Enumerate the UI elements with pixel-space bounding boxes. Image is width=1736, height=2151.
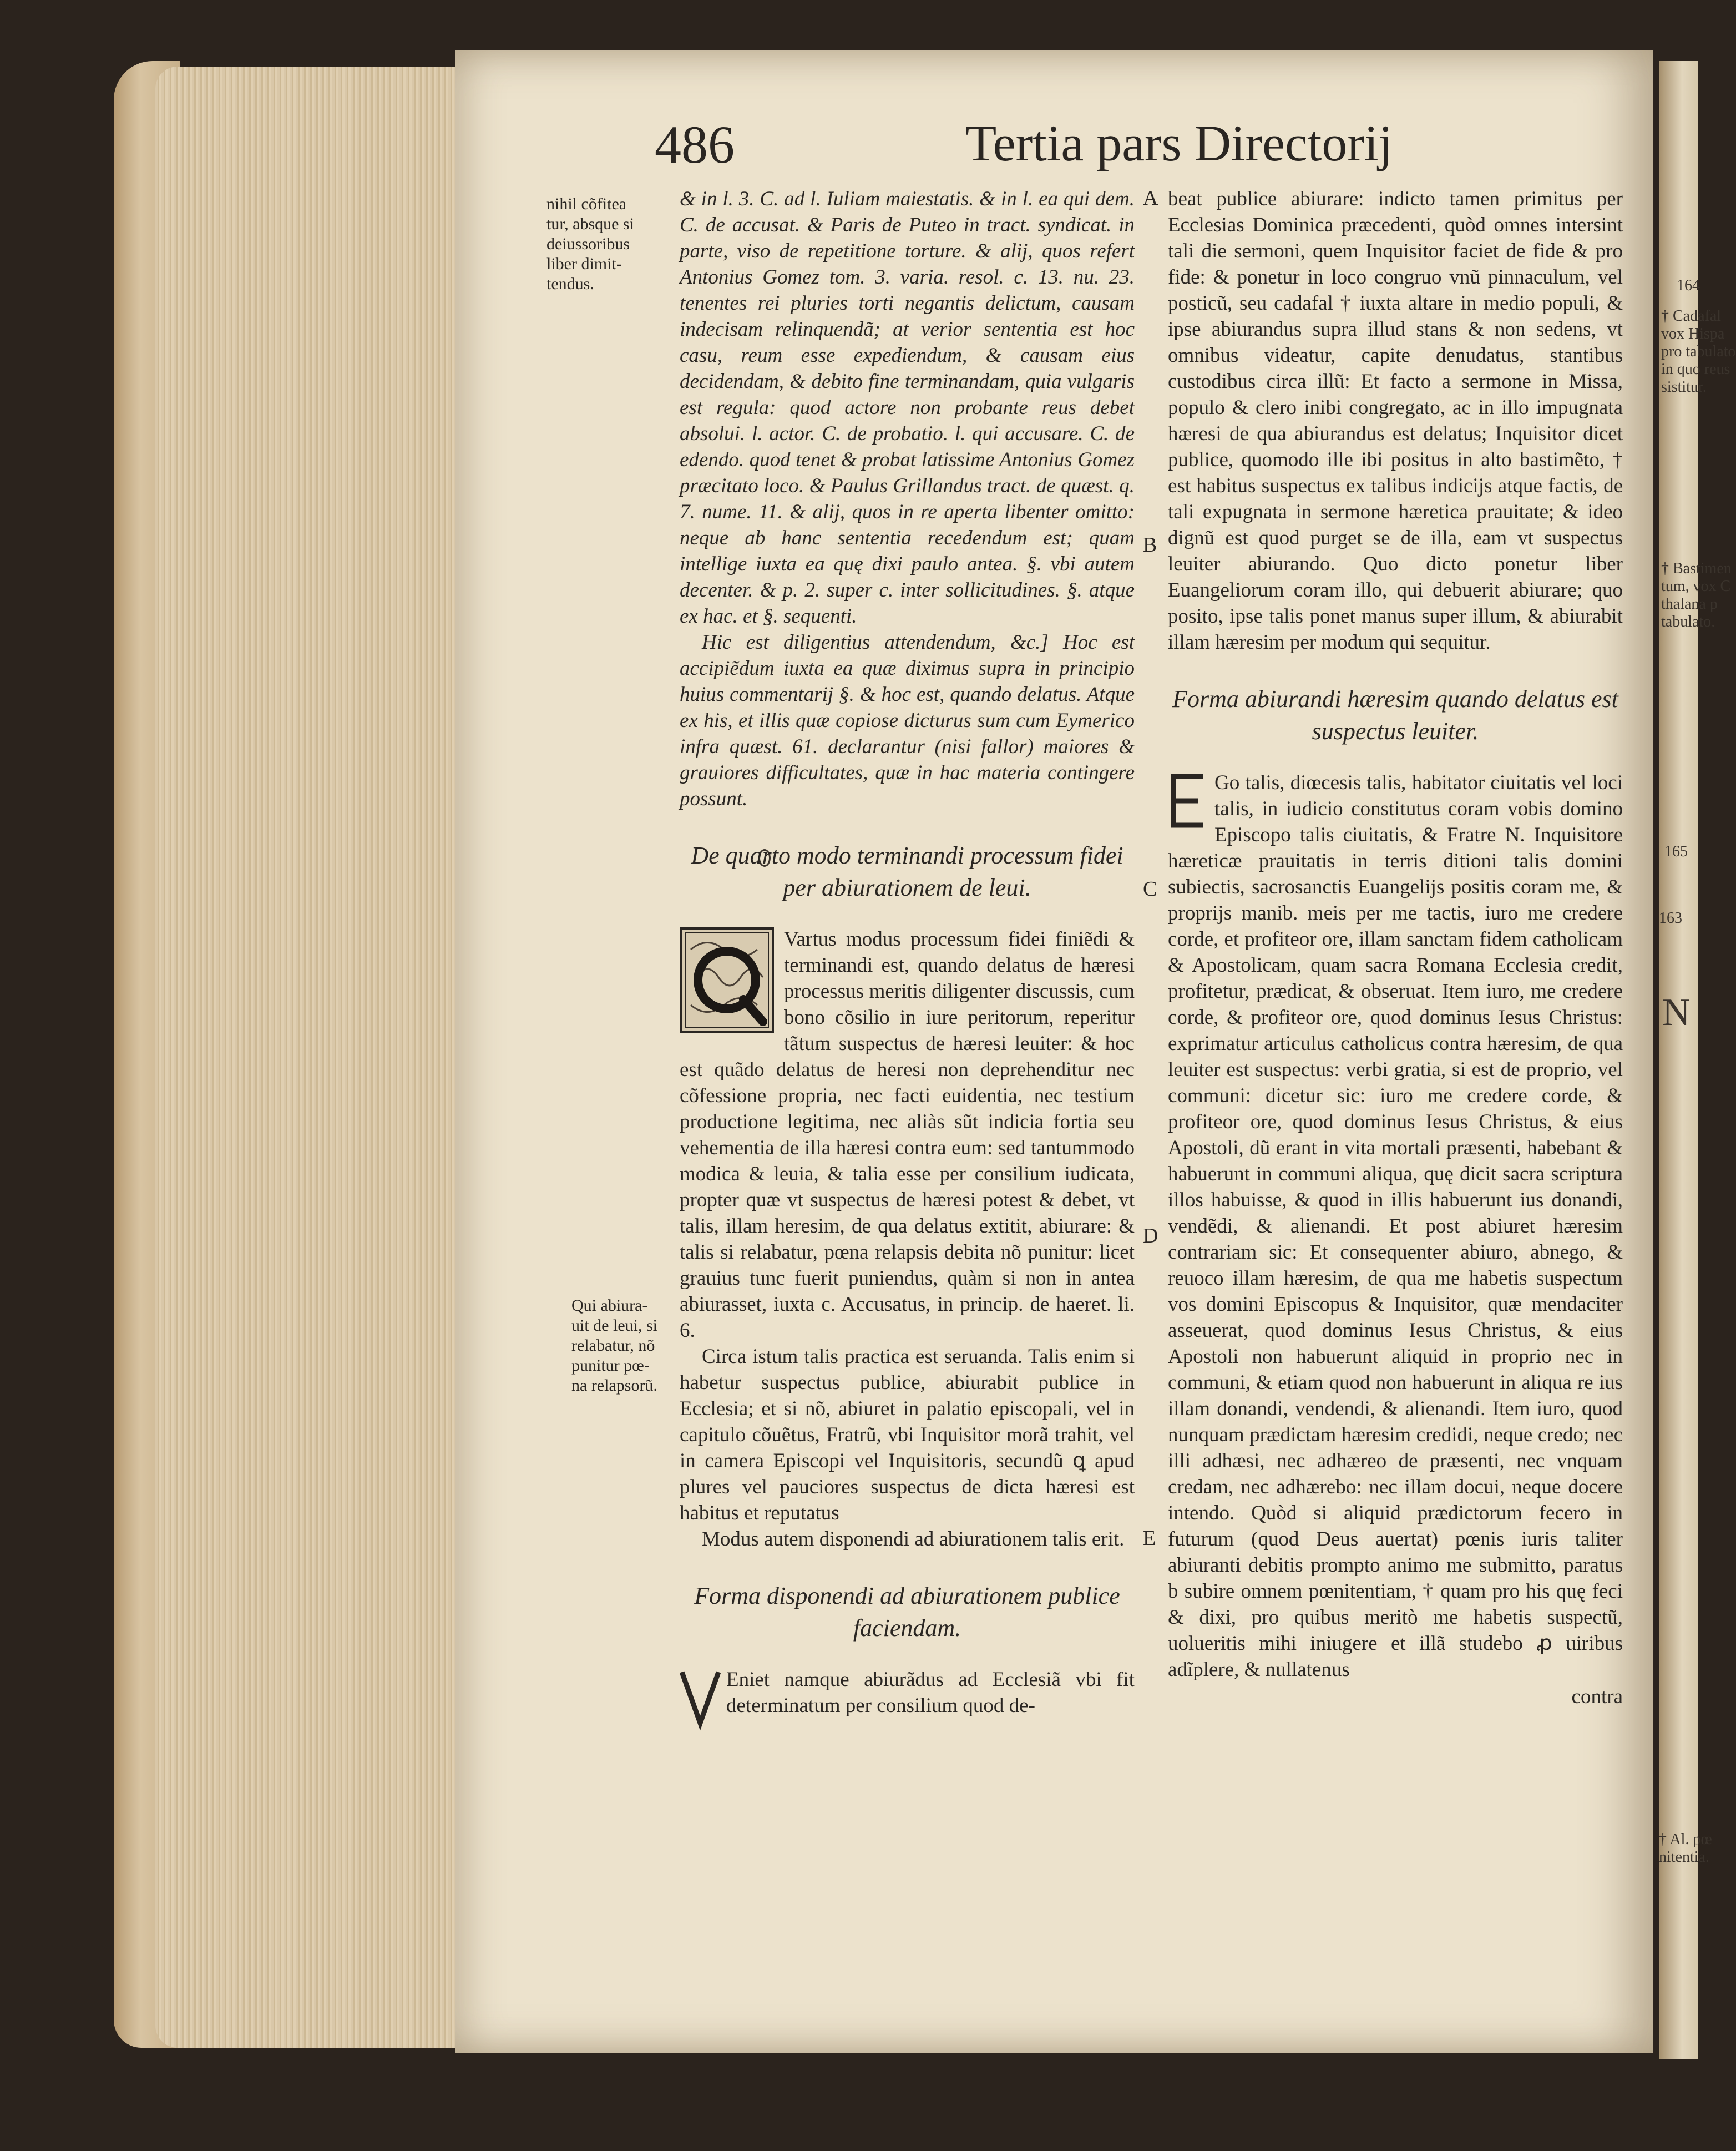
page-edges-block [155,67,466,2048]
margin-note-bottom: Qui abiura- uit de leui, si relabatur, nõ punitur pœ- na relapsorũ. [571,1296,657,1395]
next-page-fragment: sistitur. [1661,378,1707,396]
body-paragraph: beat publice abiurare: indicto tamen primitus per Ecclesias Dominica præcedenti, quòd omnes intersint tali die sermoni, quem Inquisitor faciet de fide & pro fide: & ponetur in loco congruo vnũ pinnaculum, vel posticũ, seu cadafal † iuxta altare in medio populi, & ipse abiurandus supra illud stans & non sedens, vt omnibus videatur, capite denudatus, stantibus custodibus circa illũ: Et facto a sermone in Missa, populo & clero inibi congregato, ac in illo impugnata hæresi de qua abiurandus est delatus; Inquisitor dicet publice, quomodo ille ibi positus in alto bastimẽto, † est habitus suspectus ex talibus indicijs atque factis, de tali expugnata in sermone hæretica prauitate; & ideo dignũ est quod purget se de illa, eam vt suspectus leuiter abiurando. Quo dicto ponetur liber Euangeliorum coram illo, qui debuerit abiurare; quo posito, ipse talis ponet manus super illum, & abiurabit illam hæresim per modum qui sequitur. [1168,188,1623,654]
section-heading: Forma disponendi ad abiurationem publice faciendam. [694,1582,1120,1642]
section-body [680,1667,1135,1719]
section-body [680,926,1135,1344]
next-page-fragment: tum, vox C [1661,578,1731,595]
next-page-fragment: N [1662,991,1691,1034]
initial-letter-e-icon [1168,772,1209,830]
section-letter: C [1143,877,1157,901]
margin-note-top: nihil cõfitea tur, absque si deiussoribus liber dimit- tendus. [546,195,634,293]
section-letter: E [1143,1527,1156,1550]
section-body [1168,770,1623,1683]
next-page-fragment: † Al. pœ [1659,1831,1712,1848]
next-page-fragment: in quo reus [1661,361,1730,378]
next-page-fragment: 163 [1659,910,1682,927]
section-letter: A [1143,186,1158,210]
next-page-fragment: † Bastimen [1661,560,1732,577]
initial-letter-v-icon [680,1669,721,1726]
page-header [655,114,1431,180]
commentary-paragraph: Hic est diligentius attendendum, &c.] Hoc est accipiẽdum iuxta ea quæ diximus supra in principio huius commentarij §. & hoc est, quando delatus. Atque ex his, et illis quæ copiose dicturus sum cum Eymerico infra quæst. 61. declarantur (nisi fallor) maiores & grauiores difficultates, quæ in hac materia contingere possunt. [680,631,1135,810]
section-heading: De quarto modo terminandi processum fidei per abiurationem de leui. [691,842,1123,901]
catchword: contra [1571,1685,1623,1708]
body-paragraph: Circa istum talis practica est seruanda. Talis enim si habetur suspectus publice, abiurabit publice in Ecclesia; et si nõ, abiuret in palatio episcopali, vel in capitulo cõuẽtus, Fratrũ, vbi Inquisitor morã trahit, vel in camera Episcopi vel Inquisitoris, secundũ ꝗ apud plures vel pauciores suspectus de dicta hæresi est habitus et reputatus [680,1345,1135,1524]
body-paragraph: Vartus modus processum fidei finiẽdi & terminandi est, quando delatus de hæresi processus meritis diligenter discussis, cum bono cõsilio in iure peritorum, reperitur tãtum suspectus de hæresi leuiter: & hoc est quãdo delatus de heresi non deprehenditur nec cõfessione propria, nec facti euidentia, nec testium productione legitima, nec aliàs sũt indicia fortia seu vehementia de illa hæresi contra eum: sed tantummodo modica & leuia, & talia esse per consilium iudicata, propter quæ vt suspectus de hæresi potest & debet, vt talis, illam heresim, de qua delatus extitit, abiurare: & talis si relabatur, pœna relapsis debita nõ punitur: licet grauius tunc fuerit puniendus, quàm si non in antea abiurasset, iuxta c. Accusatus, in princip. de haeret. li. 6. [680,928,1135,1342]
next-page-fragment: nitentia. [1659,1849,1709,1866]
next-page-fragment: 164 [1677,277,1700,294]
running-title: Tertia pars Directorij [965,115,1393,171]
section-letter: D [1143,1224,1158,1248]
oath-paragraph: Go talis, diœcesis talis, habitator ciuitatis vel loci talis, in iudicio constitutus coram vobis domino Episcopo talis ciuitatis, & Fratre N. Inquisitore hæreticæ prauitatis in terris ditioni talis domini subiectis, sacrosanctis Euangelijs positis coram me, & proprijs manib. meis per me tactis, iuro me credere corde, et profiteor ore, illam sanctam fidem catholicam & Apostolicam, quam sacra Romana Ecclesia credit, profitetur, prædicat, & obseruat. Item iuro, me credere corde, & profiteor ore, quod dominus Iesus Christus: exprimatur articulus catholicus contra hæresim, de qua leuiter est suspectus: verbi gratia, si est de proprio, vel communi: dicetur sic: iuro me credere corde, & profiteor ore, quod dominus Iesus Christus, & eius Apostoli, dũ erant in vita mortali præsenti, habebant & habuerunt in communi aliqua, quę dicit sacra scriptura illos habuisse, & quod in illis habuerunt ius donandi, vendẽdi, & alienandi. Et post abiuret hæresim contrariam sic: Et consequenter abiuro, abnego, & reuoco illam hæresim, de qua me habetis suspectum vos domini Episcopus & Inquisitor, quæ mendaciter asseuerat, quod dominus Iesus Christus, & eius Apostoli non habuerunt aliquid in proprio nec in communi, & etiam quod non habuerunt in aliqua re ius illam donandi, vendendi, & alienandi. Item iuro, quod nunquam prædictam hæresim credidi, neque credo; nec illi adhæsi, nec adhæreo de præsenti, nec vnquam credam, nec adhærebo: nec illam docui, neque docere intendo. Quòd si aliquid prædictorum fecero in futurum (quod Deus auertat) pœnis iuris taliter abiuranti debitis prompto animo me submitto, paratus b subire omnem pœnitentiam, † quam pro his quę feci & dixi, pro quibus meritò me habetis suspectũ, uolueritis mihi iniugere et illã studebo ꝓ uiribus adĩplere, & nullatenus [1168,771,1623,1681]
page-number: 486 [655,115,735,174]
next-page-fragment: thalana p [1661,595,1718,613]
next-page-fragment: tabulato. [1661,613,1715,630]
decorated-initial-q-icon [680,927,774,1033]
next-page-sliver [1659,61,1736,2059]
left-column [680,186,1135,1726]
next-page-fragment: pro tabulato [1661,343,1736,360]
section-letter: B [1143,533,1157,557]
section-heading: Forma abiurandi hæresim quando delatus est suspectus leuiter. [1172,685,1618,745]
next-page-fragment: † Cadafal [1661,307,1722,325]
next-page-fragment: vox Hispa [1661,325,1725,342]
commentary-paragraph: & in l. 3. C. ad l. Iuliam maiestatis. & in l. ea qui dem. C. de accusat. & Paris de Puteo in tract. syndicat. in parte, viso de repetitione torture. & alij, quos refert Antonius Gomez tom. 3. varia. resol. c. 13. nu. 23. tenentes rei pluries torti negantis delictum, causam indecisam relinquendã; at verior sententia est hoc casu, reum esse expediendum, & causam eius decidendam, & debito fine terminandam, quia vulgaris est regula: quod actore non probante reus debet absolui. l. actor. C. de probatio. l. qui accusare. C. de edendo. quod tenet & probat latissime Antonius Gomez præcitato loco. & Paulus Grillandus tract. de quæst. q. 7. nume. 11. & alij, quos in re aperta libenter omitto: neque ab hanc sententia recedendum est; quam intellige iuxta ea quę dixi paulo antea. §. vbi autem decenter. & p. 2. super c. inter sollicitudines. §. atque ex hac. et §. sequenti. [680,188,1135,628]
next-page-fragment: 165 [1664,843,1688,860]
body-paragraph: Eniet namque abiurãdus ad Ecclesiã vbi fit determinatum per consilium quod de- [726,1668,1135,1717]
right-column [1168,186,1623,1710]
body-paragraph: Modus autem disponendi ad abiurationem talis erit. [702,1528,1125,1551]
